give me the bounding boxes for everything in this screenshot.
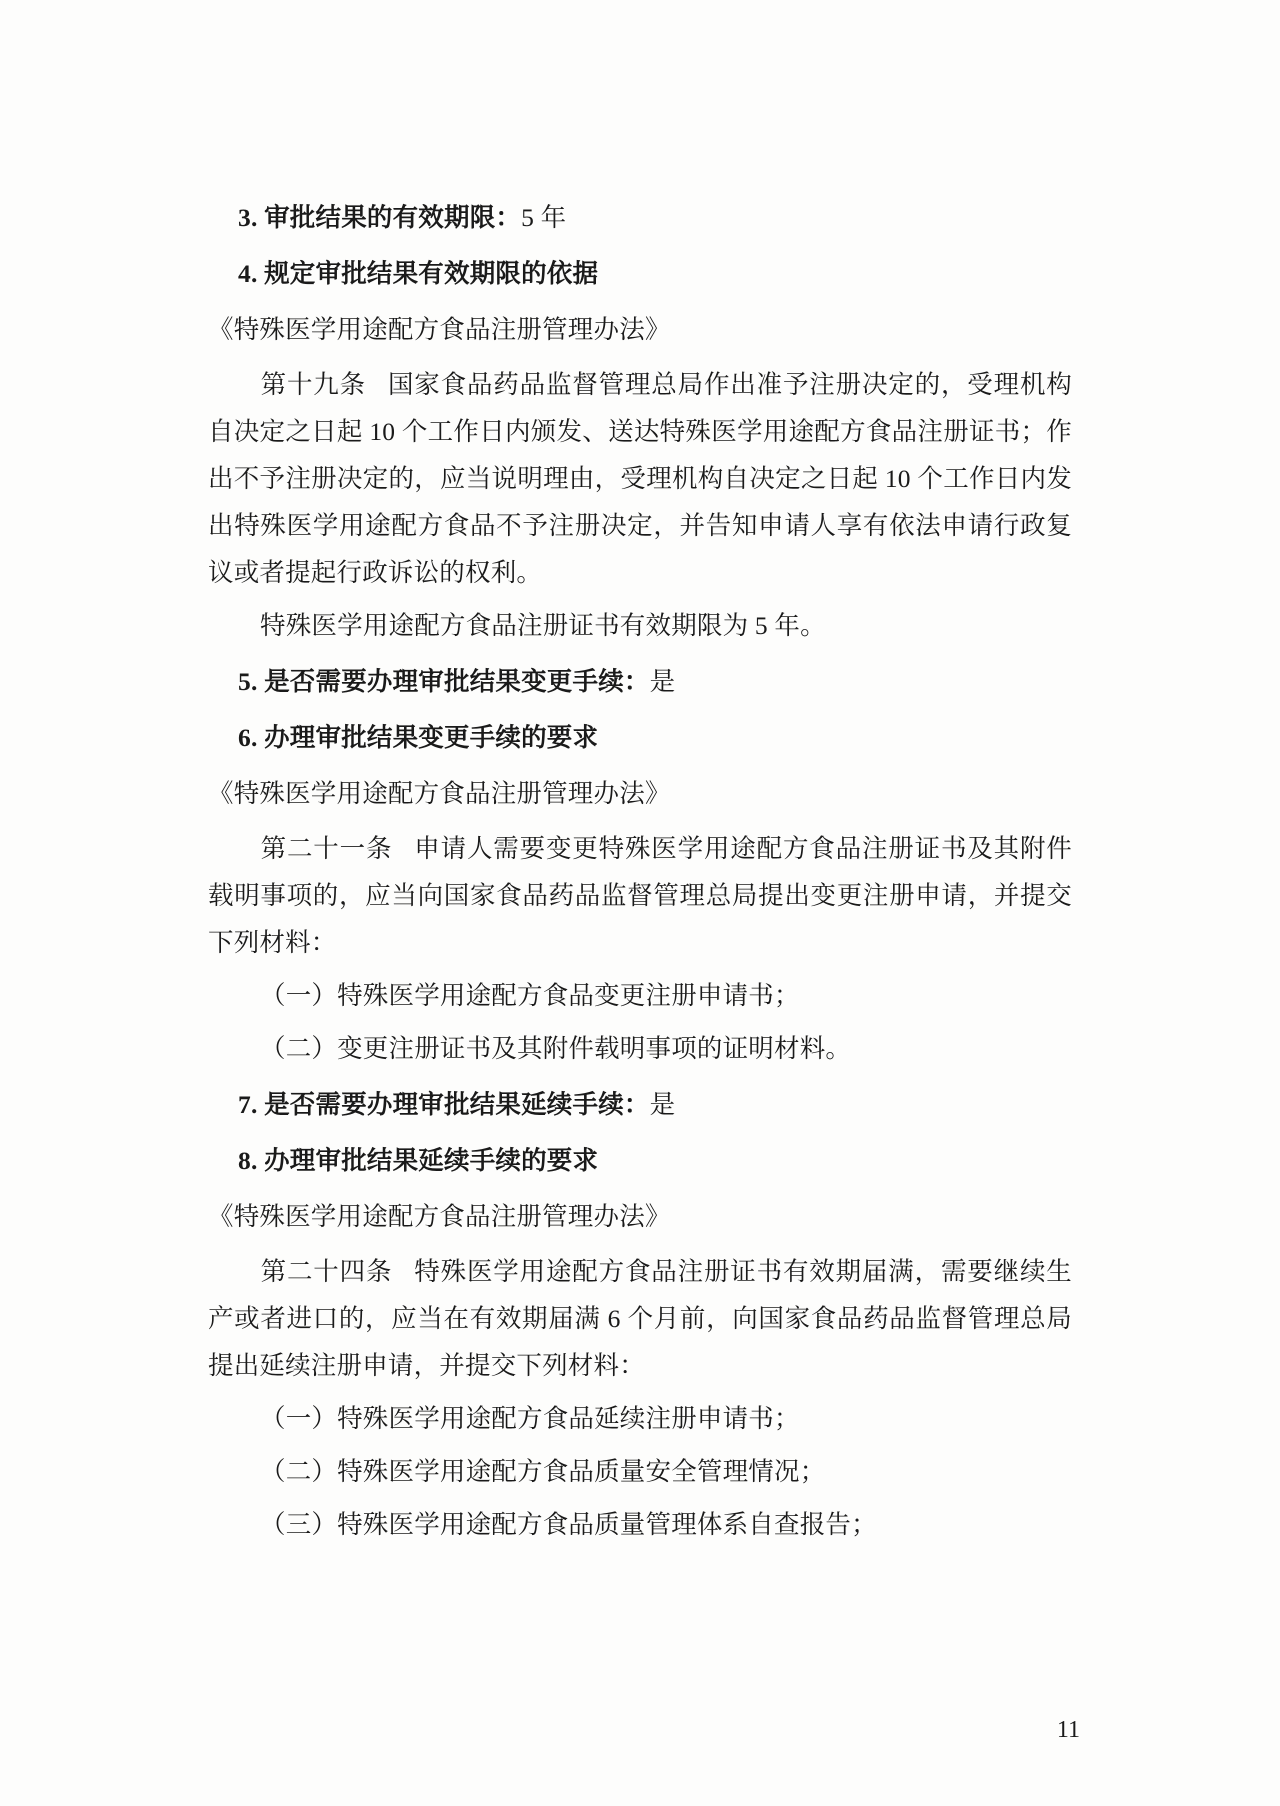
section-heading-6 bbox=[208, 714, 1072, 761]
section-heading-4 bbox=[208, 250, 1072, 297]
article-24 bbox=[208, 1248, 1072, 1389]
section-heading-6-label: 6. 办理审批结果变更手续的要求 bbox=[238, 723, 599, 752]
article-21-text: 申请人需要变更特殊医学用途配方食品注册证书及其附件载明事项的，应当向国家食品药品监督管理总局提出变更注册申请，并提交下列材料： bbox=[208, 834, 1072, 957]
section-heading-5-value: 是 bbox=[649, 667, 676, 696]
page-number: 11 bbox=[1056, 1717, 1080, 1743]
section-heading-7 bbox=[208, 1081, 1072, 1128]
article-19-text: 国家食品药品监督管理总局作出准予注册决定的，受理机构自决定之日起 10 个工作日内颁发、送达特殊医学用途配方食品注册证书；作出不予注册决定的，应当说明理由，受理机构自决定之日起 10 个工作日内发出特殊医学用途配方食品不予注册决定，并告知申请人享有依法申请行政复议或者提起行政诉讼的权利。 bbox=[208, 370, 1072, 587]
section-heading-8-label: 8. 办理审批结果延续手续的要求 bbox=[238, 1146, 599, 1175]
section-heading-3-label: 3. 审批结果的有效期限： bbox=[238, 203, 522, 232]
list-item: （一）特殊医学用途配方食品变更注册申请书； bbox=[260, 981, 800, 1010]
regulation-title-1: 《特殊医学用途配方食品注册管理办法》 bbox=[208, 315, 671, 344]
section-heading-5-label: 5. 是否需要办理审批结果变更手续： bbox=[238, 667, 650, 696]
section-heading-7-value: 是 bbox=[649, 1090, 676, 1119]
regulation-title-3: 《特殊医学用途配方食品注册管理办法》 bbox=[208, 1202, 671, 1231]
section-heading-7-label: 7. 是否需要办理审批结果延续手续： bbox=[238, 1090, 650, 1119]
article-21 bbox=[208, 825, 1072, 966]
list-item: （二）变更注册证书及其附件载明事项的证明材料。 bbox=[260, 1034, 852, 1063]
list-item: （二）特殊医学用途配方食品质量安全管理情况； bbox=[260, 1457, 826, 1486]
section-heading-3 bbox=[208, 194, 1072, 241]
list-item: （一）特殊医学用途配方食品延续注册申请书； bbox=[260, 1404, 800, 1433]
section-heading-5 bbox=[208, 658, 1072, 705]
article-24-number: 第二十四条 bbox=[260, 1257, 393, 1286]
section-heading-8 bbox=[208, 1137, 1072, 1184]
article-19-number: 第十九条 bbox=[260, 370, 366, 399]
document-body bbox=[208, 194, 1072, 1548]
regulation-title-2: 《特殊医学用途配方食品注册管理办法》 bbox=[208, 779, 671, 808]
section-heading-3-value: 5 年 bbox=[521, 203, 567, 232]
article-19 bbox=[208, 361, 1072, 596]
article-21-number: 第二十一条 bbox=[260, 834, 393, 863]
validity-paragraph: 特殊医学用途配方食品注册证书有效期限为 5 年。 bbox=[260, 611, 826, 640]
article-24-text: 特殊医学用途配方食品注册证书有效期届满，需要继续生产或者进口的，应当在有效期届满 6 个月前，向国家食品药品监督管理总局提出延续注册申请，并提交下列材料： bbox=[208, 1257, 1072, 1380]
section-heading-4-label: 4. 规定审批结果有效期限的依据 bbox=[238, 259, 599, 288]
list-item: （三）特殊医学用途配方食品质量管理体系自查报告； bbox=[260, 1510, 877, 1539]
